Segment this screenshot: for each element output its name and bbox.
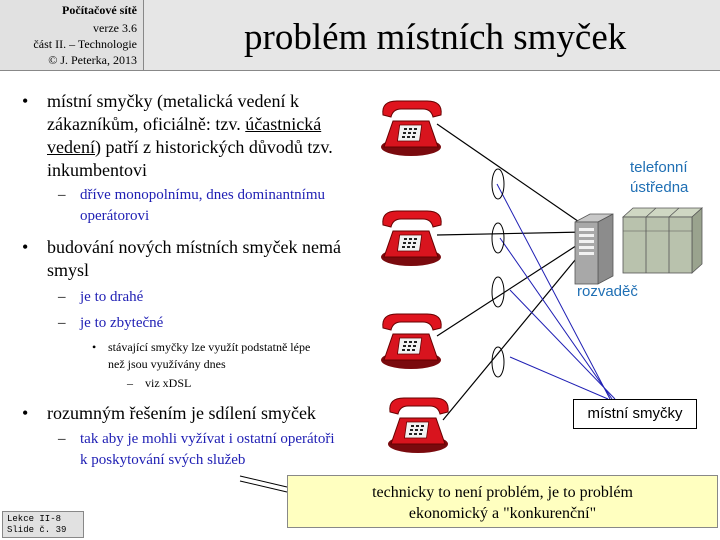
bullet-2-line-2: smysl	[47, 260, 90, 280]
distribution-frame-icon	[575, 214, 613, 284]
bullet-dot-icon: •	[22, 91, 29, 111]
bullet-2-sub-3-line-1: stávající smyčky lze využít podstatně lépe	[108, 340, 311, 354]
bullet-2-sub-1-text: je to drahé	[80, 289, 144, 305]
bullet-1-line-1: místní smyčky (metalická vedení k	[47, 91, 299, 111]
dash-icon: –	[127, 376, 133, 390]
bullet-dot-icon: •	[22, 237, 29, 257]
dash-icon: –	[58, 289, 66, 305]
telephone-exchange-icon	[623, 208, 702, 273]
bullet-dot-icon: •	[22, 403, 29, 423]
dash-icon: –	[58, 315, 66, 331]
dash-icon: –	[58, 187, 66, 203]
version-text: verze 3.6	[93, 21, 137, 35]
bullet-2-sub-2-text: je to zbytečné	[80, 315, 164, 331]
note-line-2: ekonomický a "konkurenční"	[408, 505, 597, 522]
page-title: problém místních smyček	[244, 17, 627, 58]
distribution-label: rozvaděč	[577, 283, 638, 300]
exchange-label-line-1: telefonní	[630, 159, 688, 176]
dash-icon: –	[58, 431, 66, 447]
bullet-dot-icon: •	[92, 340, 97, 354]
note-pointer	[240, 476, 287, 492]
bullet-2-line-1: budování nových místních smyček nemá	[47, 237, 341, 257]
note-line-1: technicky to není problém, je to problém	[372, 484, 633, 501]
note-box	[287, 475, 718, 528]
telephone-icon	[381, 101, 441, 156]
slide-footer	[2, 511, 84, 538]
bullet-1-line-2-text: zákazníkům, oficiálně: tzv.	[47, 114, 241, 134]
copper-lines	[437, 124, 585, 420]
bullet-2-sub-3-line-2: než jsou využívány dnes	[108, 357, 226, 371]
part-text: část II. – Technologie	[33, 37, 137, 51]
bullet-1-sub-line-2: operátorovi	[80, 208, 150, 224]
copyright-text: © J. Peterka, 2013	[48, 53, 137, 67]
telephone-icon	[381, 211, 441, 266]
bullet-3-line-1: rozumným řešením je sdílení smyček	[47, 403, 316, 423]
bullet-1-line-4: inkumbentovi	[47, 160, 147, 180]
slide-number: Slide č. 39	[7, 525, 67, 535]
bullet-3-sub-line-1: tak aby je mohli vyžívat i ostatní operátoři	[80, 431, 335, 447]
bullet-1-sub-line-1: dříve monopolnímu, dnes dominantnímu	[80, 187, 325, 203]
bullet-1-line-3-text: ) patří z historických důvodů tzv.	[94, 137, 333, 157]
exchange-label-line-2: ústředna	[630, 179, 689, 196]
loop-markers	[492, 169, 504, 377]
term-vedeni: vedení	[47, 137, 95, 157]
course-name: Počítačové sítě	[62, 3, 137, 17]
term-ucastnicka: účastnická	[245, 114, 322, 134]
lesson-number: Lekce II-8	[7, 514, 62, 524]
telephone-icon	[381, 314, 441, 369]
bullet-3-sub-line-2: k poskytování svých služeb	[80, 452, 246, 468]
local-loops-label: místní smyčky	[573, 399, 697, 429]
bullet-2-sub-4-text: viz xDSL	[145, 376, 192, 390]
telephone-icon	[388, 398, 448, 453]
